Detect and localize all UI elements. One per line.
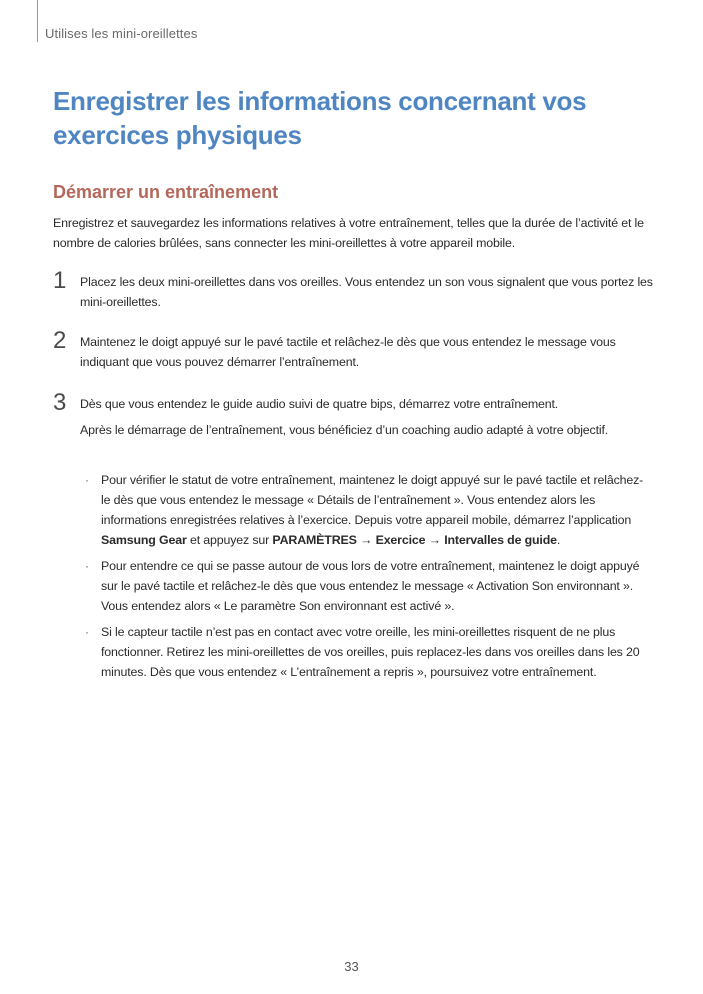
header-rule xyxy=(37,0,38,42)
arrow-icon: → xyxy=(356,533,376,547)
bullet-text: Pour vérifier le statut de votre entraînement, maintenez le doigt appuyé sur le pavé tactile et relâchez-le dès que vous entendez le message « Détails de l’entraînement ». Vous entendez alors les informations enregistrées relatives à l’exercice. Depuis votre appareil mobile, démarrez l’application xyxy=(101,473,644,527)
step-2 xyxy=(53,327,653,372)
step-text xyxy=(80,272,653,312)
list-item xyxy=(80,622,650,682)
bullet-text: Pour entendre ce qui se passe autour de vous lors de votre entraînement, maintenez le doigt appuyé sur le pavé tactile et relâchez-le dès que vous entendez le message « Activation Son environnant ». Vous entendez alors « Le paramètre Son environnant est activé ». xyxy=(101,559,640,613)
bullet-text: et appuyez sur xyxy=(186,533,273,547)
step-1 xyxy=(53,267,653,312)
menu-path-intervals: Intervalles de guide xyxy=(444,533,557,547)
list-item xyxy=(80,556,650,616)
bullet-text: . xyxy=(556,533,561,547)
bullet-dot-icon: · xyxy=(85,559,89,573)
step-text-line: Placez les deux mini-oreillettes dans vos oreilles. Vous entendez un son vous signalent que vous portez les mini-oreillettes. xyxy=(80,275,653,309)
bullet-text: Si le capteur tactile n’est pas en contact avec votre oreille, les mini-oreillettes risquent de ne plus fonctionner. Retirez les mini-oreillettes de vos oreilles, puis replacez-les dans vos oreilles dans les 20 minutes. Dès que vous entendez « L’entraînement a repris », poursuivez votre entraînement. xyxy=(101,625,640,679)
step-number: 3 xyxy=(53,389,67,416)
bullet-dot-icon: · xyxy=(85,473,89,487)
page-number: 33 xyxy=(344,959,359,974)
list-item xyxy=(80,470,650,550)
page-title: Enregistrer les informations concernant vos exercices physiques xyxy=(53,86,587,150)
step-number: 1 xyxy=(53,267,67,294)
section-title: Démarrer un entraînement xyxy=(53,182,279,202)
tips-list xyxy=(80,470,650,688)
running-header: Utilises les mini-oreillettes xyxy=(45,26,198,41)
step-3 xyxy=(53,389,653,440)
app-name: Samsung Gear xyxy=(101,533,187,547)
step-text-line: Après le démarrage de l’entraînement, vous bénéficiez d’un coaching audio adapté à votre objectif. xyxy=(80,423,609,437)
intro-paragraph: Enregistrez et sauvegardez les informations relatives à votre entraînement, telles que la durée de l’activité et le nombre de calories brûlées, sans connecter les mini-oreillettes à votre appareil mobile. xyxy=(53,216,644,250)
step-text-line: Maintenez le doigt appuyé sur le pavé tactile et relâchez-le dès que vous entendez le message vous indiquant que vous pouvez démarrer l’entraînement. xyxy=(80,335,616,369)
bullet-dot-icon: · xyxy=(85,625,89,639)
step-text xyxy=(80,332,653,372)
step-text-line: Dès que vous entendez le guide audio suivi de quatre bips, démarrez votre entraînement. xyxy=(80,397,559,411)
arrow-icon: → xyxy=(425,533,445,547)
step-text xyxy=(80,394,653,440)
step-number: 2 xyxy=(53,327,67,354)
menu-path-settings: PARAMÈTRES xyxy=(272,533,357,547)
menu-path-exercise: Exercice xyxy=(375,533,426,547)
